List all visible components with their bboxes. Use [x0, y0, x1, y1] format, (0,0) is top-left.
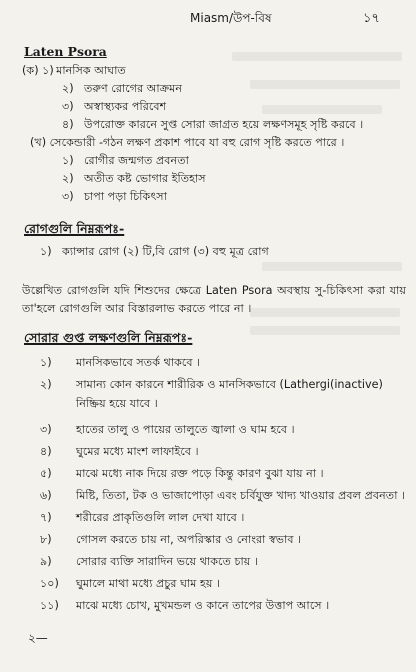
list-item: (খ) সেকেন্ডারী -গঠন লক্ষণ প্রকাশ পাবে যা বহু রোগ সৃষ্টি করতে পারে ।: [30, 136, 345, 149]
list-item: ১) রোগীর জন্মগত প্রবনতা: [62, 154, 189, 167]
list-item: ১১) মাঝে মধ্যে চোখ, মুখমন্ডল ও কানে তাপের উত্তাপ আসে ।: [40, 599, 330, 612]
list-item: ২) সামান্য কোন কারনে শারীরিক ও মানসিকভাবে (Lathergi(inactive): [40, 378, 383, 391]
list-item: ১) ক্যান্সার রোগ (২) টি,বি রোগ (৩) বহু মূত্র রোগ: [40, 245, 269, 258]
list-item: ৩) অস্বাস্থ্যকর পরিবেশ: [62, 100, 167, 113]
running-header: Miasm/উপ-বিষ: [190, 11, 272, 25]
list-item: ৩) হাতের তালু ও পায়ের তালুতে জ্বালা ও ঘাম হবে ।: [40, 423, 295, 436]
bleed-through-mark: [250, 326, 400, 335]
page-number: ১৭: [363, 11, 380, 26]
list-item: ৫) মাঝে মধ্যে নাক দিয়ে রক্ত পড়ে কিন্তু কারণ বুঝা যায় না ।: [40, 467, 324, 480]
section-heading-diseases: রোগগুলি নিম্নরূপঃ-: [24, 221, 125, 236]
section-heading-hidden-symptoms: সোরার গুপ্ত লক্ষণগুলি নিম্নরূপঃ-: [24, 330, 193, 345]
list-item: ৯) সোরার ব্যক্তি সারাদিন ভয়ে থাকতে চায় ।: [40, 555, 258, 568]
list-item: ৮) গোসল করতে চায় না, অপরিস্কার ও নোংরা স্বভাব ।: [40, 533, 302, 546]
bleed-through-mark: [262, 262, 402, 271]
list-item: ২) তরুণ রোগের আক্রমন: [62, 82, 183, 95]
bleed-through-mark: [250, 80, 400, 89]
handwritten-mark: ২—: [28, 631, 48, 645]
list-item: ৪) ঘুমের মধ্যে মাংশ লাফাইবে ।: [40, 445, 199, 458]
list-item: ১০) ঘুমালে মাথা মধ্যে প্রচুর ঘাম হয় ।: [40, 577, 221, 590]
list-item: ২) অতীত কষ্ট ভোগার ইতিহাস: [62, 172, 206, 185]
bleed-through-mark: [232, 52, 402, 61]
section-title-laten-psora: Laten Psora: [24, 44, 107, 59]
list-item: ৪) উপরোক্ত কারনে সুপ্ত সোরা জাগ্রত হয়ে লক্ষণসমূহ সৃষ্টি করবে ।: [62, 118, 364, 131]
list-item: ৩) চাপা পড়া চিকিৎসা: [62, 190, 167, 203]
list-item: ৭) শরীরের প্রাকৃতিগুলি লাল দেখা যাবে ।: [40, 511, 245, 524]
list-item: ৬) মিষ্টি, তিতা, টক ও ভাজাপোড়া এবং চর্বিযুক্ত খাদ্য খাওয়ার প্রবল প্রবনতা ।: [40, 489, 406, 502]
paragraph: উল্লেখিত রোগগুলি যদি শিশুদের ক্ষেত্রে Laten Psora অবস্থায় সু-চিকিৎসা করা যায় তা'হলে রোগগুলি আর বিস্তারলাভ করতে পারে না ।: [22, 284, 406, 315]
list-item-continuation: নিষ্ক্রিয় হয়ে যাবে ।: [76, 397, 158, 410]
list-item: (ক) ১) মানসিক আঘাত: [22, 64, 126, 77]
bleed-through-mark: [262, 105, 382, 114]
list-item: ১) মানসিকভাবে সতর্ক থাকবে ।: [40, 356, 201, 369]
